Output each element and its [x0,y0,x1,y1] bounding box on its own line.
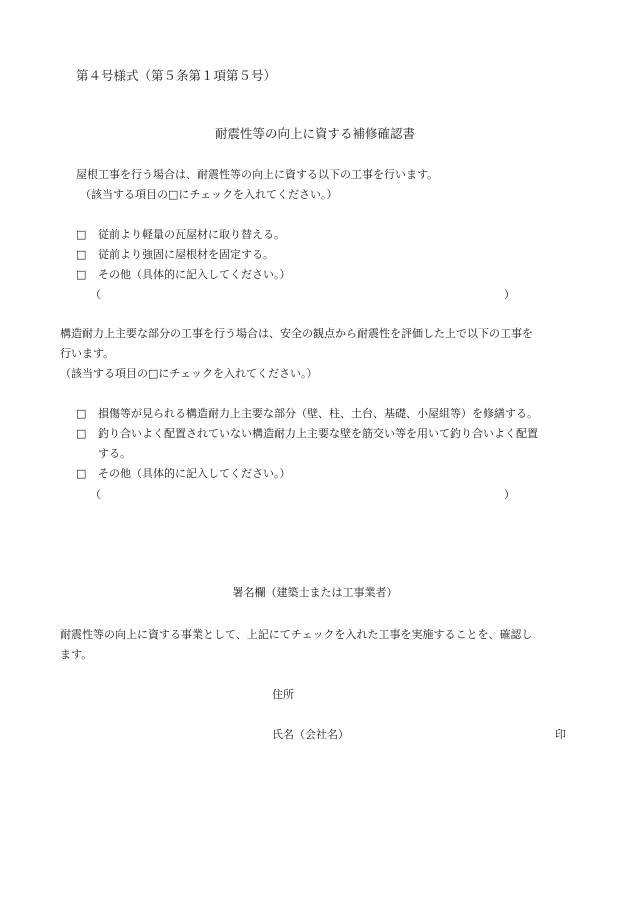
document-title: 耐震性等の向上に資する補修確認書 [214,126,415,141]
roof-item-label: 従前より強固に屋根材を固定する。 [98,248,274,261]
roof-intro: 屋根工事を行う場合は、耐震性等の向上に資する以下の工事を行います。 [76,168,439,181]
structure-intro-line1: 構造耐力上主要な部分の工事を行う場合は、安全の観点から耐震性を評価した上で以下の工事を [60,327,533,340]
roof-item-label: その他（具体的に記入してください。） [98,268,291,281]
address-input[interactable] [304,684,564,700]
roof-note: （該当する項目の□にチェックを入れてください。） [80,188,338,201]
signature-statement-line1: 耐震性等の向上に資する事業として、上記にてチェックを入れた工事を実施することを、確認し [60,628,533,641]
structure-item-label: その他（具体的に記入してください。） [98,467,291,480]
structure-note: （該当する項目の□にチェックを入れてください。） [60,367,318,380]
structure-item-balance [76,425,538,441]
checkbox-roof-1[interactable]: □ [76,228,87,241]
checkbox-roof-2[interactable]: □ [76,248,87,261]
structure-intro-line2: 行います。 [60,347,115,360]
checkbox-structure-1[interactable]: □ [76,407,87,420]
name-input[interactable] [356,724,546,740]
name-label: 氏名（会社名） [272,728,349,741]
structure-item-repair [76,405,538,421]
roof-other-input[interactable] [104,284,500,300]
roof-item-lighter-tiles [76,226,285,242]
structure-other-input[interactable] [104,484,500,500]
structure-item-other [76,465,291,481]
form-number: 第４号様式（第５条第１項第５号） [76,68,277,83]
roof-other-paren-open: （ [90,288,101,301]
signature-title: 署名欄（建築士または工事業者） [232,586,398,599]
roof-other-paren-close: ） [504,288,515,301]
address-label: 住所 [272,688,294,701]
roof-item-fix-roofing [76,246,274,262]
checkbox-structure-3[interactable]: □ [76,467,87,480]
roof-item-other [76,266,291,282]
structure-item-balance-cont: する。 [98,447,131,460]
seal-mark: 印 [555,728,566,741]
checkbox-roof-3[interactable]: □ [76,268,87,281]
structure-item-label: 釣り合いよく配置されていない構造耐力上主要な壁を筋交い等を用いて釣り合いよく配置 [98,427,538,440]
roof-item-label: 従前より軽量の瓦屋材に取り替える。 [98,228,285,241]
signature-statement-line2: ます。 [60,648,93,661]
checkbox-structure-2[interactable]: □ [76,427,87,440]
structure-other-paren-open: （ [90,488,101,501]
structure-other-paren-close: ） [504,488,515,501]
structure-item-label: 損傷等が見られる構造耐力上主要な部分（壁、柱、土台、基礎、小屋組等）を修繕する。 [98,407,538,420]
